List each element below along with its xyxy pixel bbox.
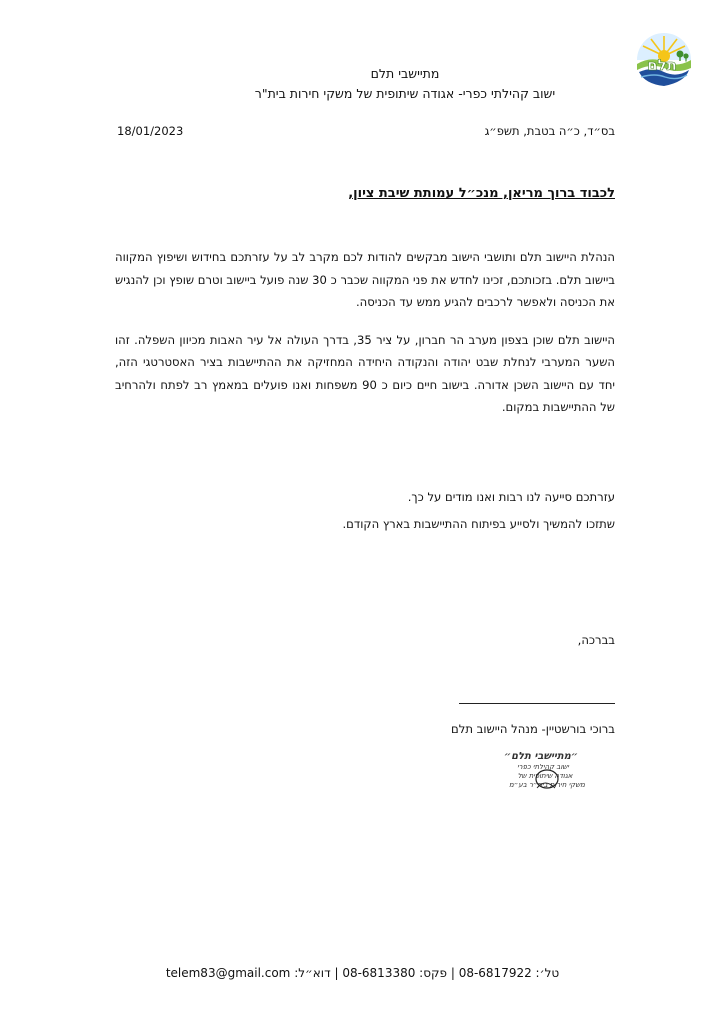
hebrew-date: בס״ד, כ״ה בטבת, תשפ״ג	[484, 124, 615, 138]
letterhead	[195, 64, 615, 104]
logo-text: תלם	[647, 56, 677, 74]
footer-phone-fax: טל׳: 08-6817922 | פקס: 08-6813380 | דוא״ל:	[294, 966, 560, 980]
organization-stamp	[485, 748, 595, 798]
recipient-line: לכבוד ברוך מריאן, מנכ״ל עמותת שיבת ציון,	[348, 186, 615, 201]
gregorian-date: 18/01/2023	[117, 124, 184, 138]
stamp-line: ״מתיישבי תלם״	[503, 751, 579, 762]
closing-lines	[115, 484, 615, 538]
body-paragraph: היישוב תלם שוכן בצפון מערב הר חברון, על ציר 35, בדרך העולה אל עיר האבות מכיוון השפלה. זהו השער המערבי לנחלת שבט יהודה והנקודה היחידה המחזיקה את ההתיישבות בציר האסטרטגי הזה, יחד עם היישוב השכן אדורה. בישוב חיים כיום כ 90 משפחות ואנו פועלים במאמץ רב לפתח ולהרחיב של ההתיישבות במקום.	[115, 332, 616, 414]
footer-email-link[interactable]: telem83@gmail.com	[165, 966, 291, 980]
letter-body	[115, 246, 615, 434]
body-paragraph: הנהלת היישוב תלם ותושבי הישוב מבקשים להודות לכם מקרב לב על עזרתכם בחידוש ושיפוץ המקווה ביישוב תלם. בזכותכם, זכינו לחדש את פני המקווה שכבר כ 30 שנה פועל ביישוב וטרם שופץ וכן להנגיש את הכניסה ולאפשר לרכבים להגיע ממש עד הכניסה.	[115, 250, 616, 309]
dateline	[117, 124, 615, 144]
closing-line: שתזכו להמשיך ולסייע בפיתוח ההתיישבות בארץ הקודם.	[342, 517, 615, 531]
org-name: מתיישבי תלם	[370, 66, 440, 81]
footer-contact	[0, 966, 725, 980]
closing-line: עזרתכם סייעה לנו רבות ואנו מודים על כך.	[407, 490, 615, 504]
blessing: בברכה,	[577, 633, 615, 647]
org-description: ישוב קהילתי כפרי- אגודה שיתופית של משקי חירות בית"ר	[254, 86, 556, 101]
stamp-line: אגודה שיתופית של	[517, 772, 573, 780]
telem-logo	[631, 30, 697, 92]
stamp-line: ישוב קהילתי כפרי	[517, 763, 569, 771]
signer-name: ברוכי בורשטיין- מנהל היישוב תלם	[451, 722, 615, 736]
stamp-line: משקי חירות בית״ר בע״מ	[509, 781, 585, 789]
signature-line	[459, 703, 615, 704]
